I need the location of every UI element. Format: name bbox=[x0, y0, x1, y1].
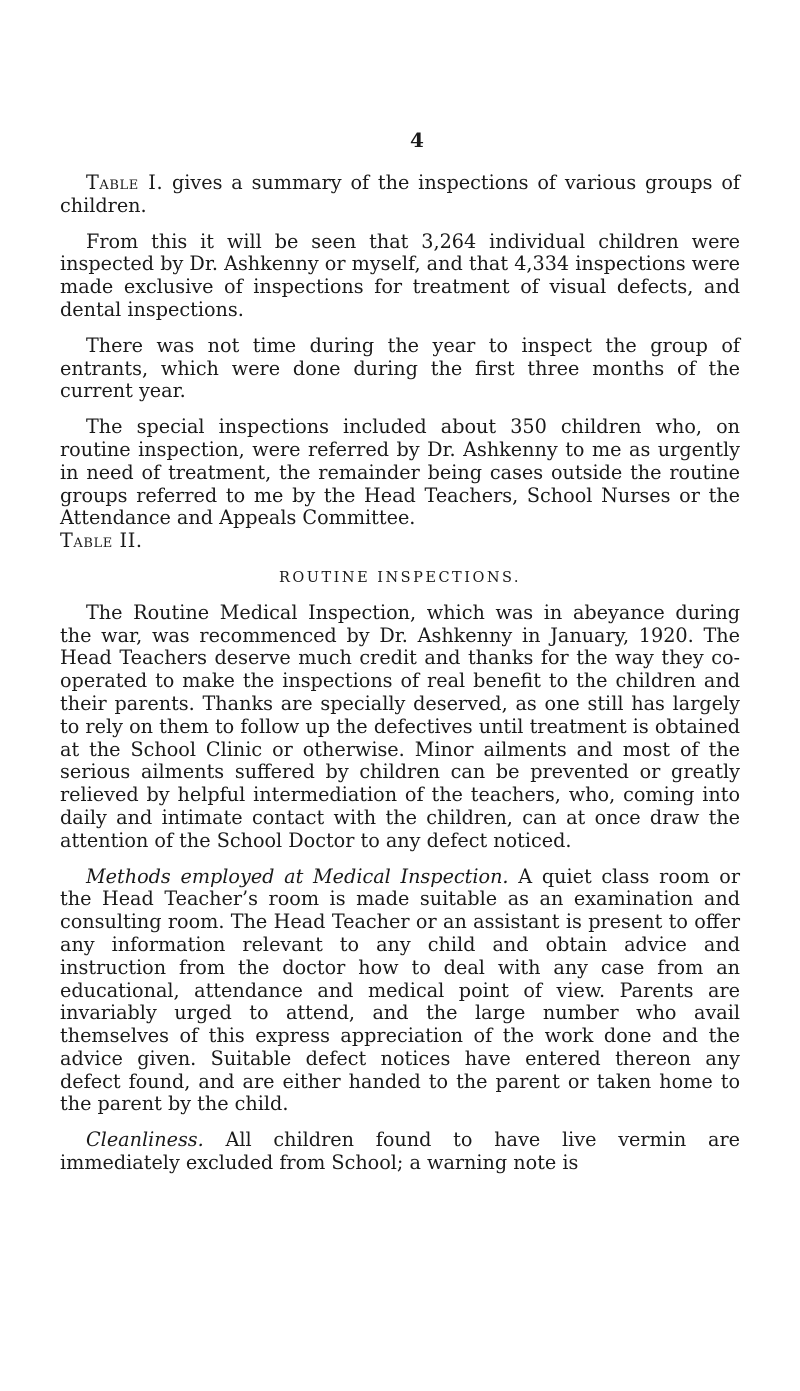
paragraph-inspection-counts: From this it will be seen that 3,264 individual children were inspected by Dr. Ashkenny or myself, and that 4,334 inspections were made exclusive of inspections for treatment of visual defects, and dental inspections. bbox=[60, 229, 740, 321]
section-heading: ROUTINE INSPECTIONS. bbox=[278, 569, 522, 586]
methods-heading: Methods employed at Medical Inspection. bbox=[86, 864, 509, 888]
table-reference: Table I. bbox=[86, 171, 164, 194]
paragraph-text: gives a summary of the inspections of various groups of children. bbox=[60, 171, 740, 217]
paragraph-methods bbox=[60, 866, 740, 1117]
paragraph-text: A quiet class room or the Head Teacher’s room is made suitable as an examination and consulting room. The Head Teacher or an assistant is present to offer any information relevant to any child and obtain advice and instruction from the doctor how to deal with any case from an educational, attendance and medical point of view. Parents are invariably urged to attend, and the large number who avail themselves of this express appreciation of the work done and the advice given. Suitable defect notices have entered thereon any defect found, and are either handed to the parent or taken home to the parent by the child. bbox=[60, 864, 741, 1116]
table-label: Table II. bbox=[60, 529, 143, 553]
paragraph-cleanliness bbox=[60, 1129, 740, 1175]
paragraph-entrants: There was not time during the year to inspect the group of entrants, which were done during the first three months of the current year. bbox=[60, 333, 740, 403]
paragraph-routine-inspection: The Routine Medical Inspection, which was in abeyance during the war, was recommenced by Dr. Ashkenny in January, 1920. The Head Teachers deserve much credit and thanks for the way they co-operated to make the inspections of real benefit to the children and their parents. Thanks are specially deserved, as one still has largely to rely on them to follow up the defectives until treatment is obtained at the School Clinic or otherwise. Minor ailments and most of the serious ailments suffered by children can be prevented or greatly relieved by helpful intermediation of the teachers, who, coming into daily and intimate contact with the children, can at once draw the attention of the School Doctor to any defect noticed. bbox=[60, 600, 740, 852]
paragraph-text: All children found to have live vermin are immediately excluded from School; a warning note is bbox=[60, 1128, 740, 1175]
cleanliness-heading: Cleanliness. bbox=[86, 1128, 204, 1152]
page-number: 4 bbox=[410, 128, 424, 152]
paragraph-table-summary bbox=[60, 172, 740, 218]
document-body bbox=[60, 172, 740, 1188]
paragraph-special-inspections: The special inspections included about 350 children who, on routine inspection, were referred by Dr. Ashkenny to me as urgently in need of treatment, the remainder being cases outside the routine groups referred to me by the Head Teachers, School Nurses or the Attendance and Appeals Committee. bbox=[60, 415, 740, 530]
